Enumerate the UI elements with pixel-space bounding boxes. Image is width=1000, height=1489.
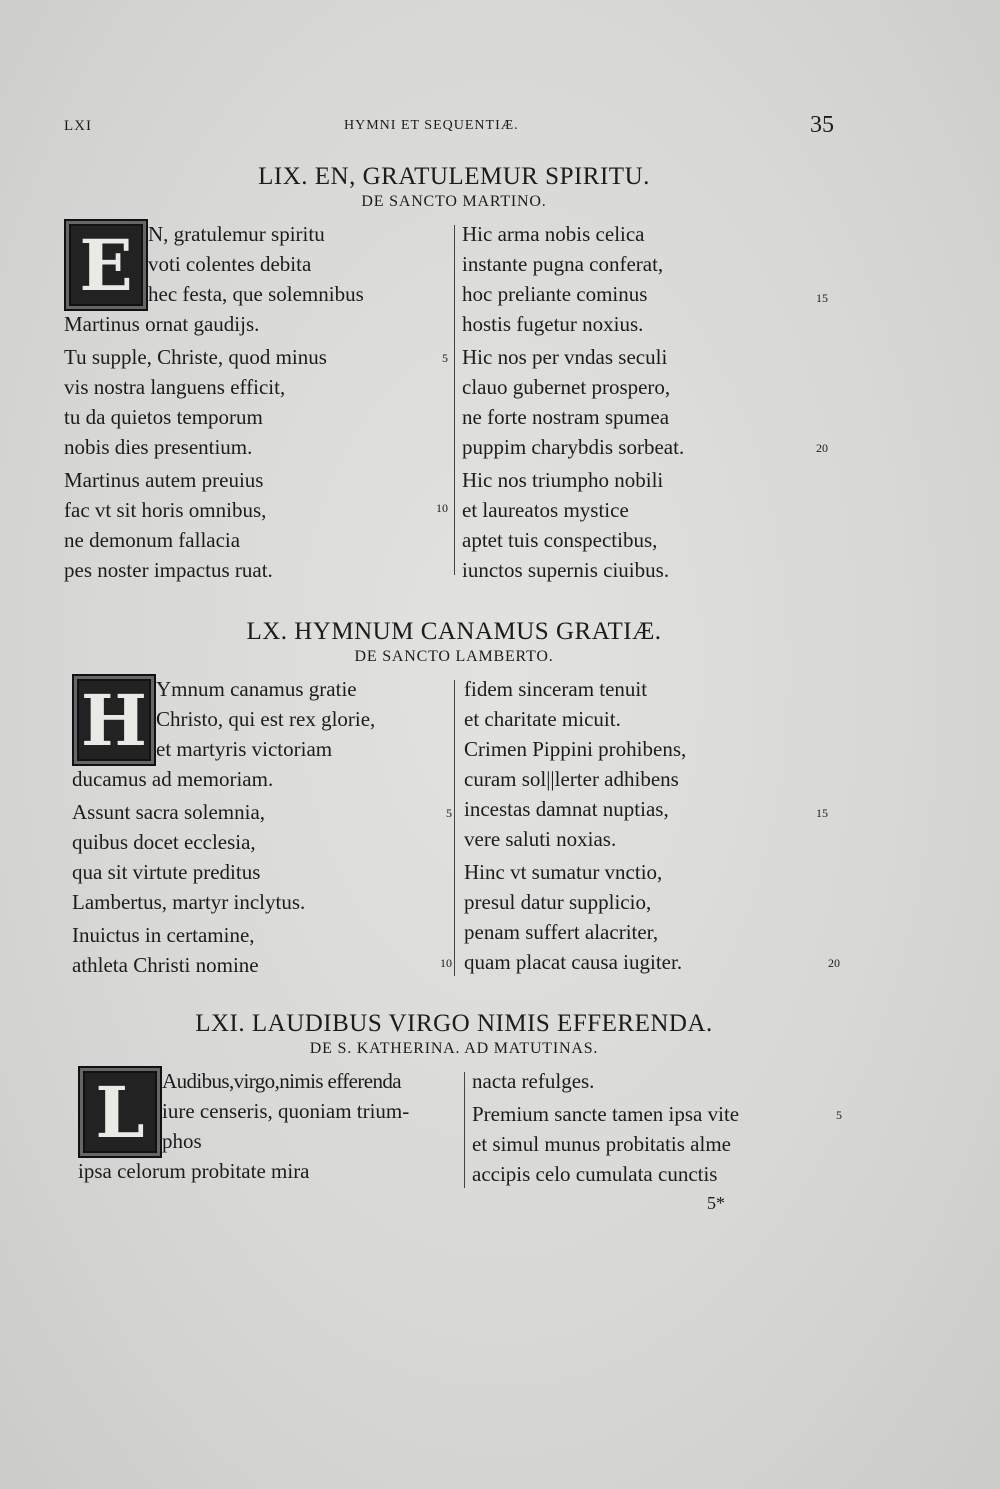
line-number: 15 [816, 291, 828, 305]
hymn-title: LXI. LAUDIBUS VIRGO NIMIS EFFERENDA. [195, 1010, 713, 1037]
verse-line: et martyris victoriam [156, 737, 333, 761]
verse-line: ne forte nostram spumea [462, 405, 670, 429]
hymn-lxi [64, 1010, 844, 1186]
verse-line: accipis celo cumulata cunctis [472, 1162, 718, 1186]
right-column [472, 1066, 812, 1189]
verse-line: Martinus autem preuius [64, 468, 264, 492]
verse-line: et simul munus probitatis alme [472, 1132, 731, 1156]
verse-line: iunctos supernis ciuibus. [462, 558, 670, 582]
running-head-left: LXI [64, 118, 92, 134]
verse-line: Martinus ornat gaudijs. [64, 312, 260, 336]
verse-line: nobis dies presentium. [64, 435, 253, 459]
line-number: 20 [828, 956, 840, 970]
verse-line: Audibus,virgo,nimis efferenda [162, 1069, 402, 1093]
running-head-title: HYMNI ET SEQUENTIÆ. [344, 118, 519, 133]
hymn-lix [64, 163, 844, 582]
verse-line: vere saluti noxias. [464, 827, 617, 851]
verse-line: hec festa, que solemnibus [148, 282, 364, 306]
column-divider [454, 225, 455, 575]
hymn-lx [64, 618, 844, 977]
verse-line: Premium sancte tamen ipsa vite [472, 1102, 740, 1126]
left-column [72, 674, 450, 980]
column-divider [454, 680, 455, 976]
signature-mark: 5* [707, 1193, 725, 1213]
verse-line: phos [162, 1129, 202, 1153]
verse-line: ipsa celorum probitate mira [78, 1159, 310, 1183]
verse-line: ne demonum fallacia [64, 528, 241, 552]
verse-line: clauo gubernet prospero, [462, 375, 671, 399]
line-number: 5 [442, 351, 448, 365]
verse-line: Hic arma nobis celica [462, 222, 645, 246]
drop-cap-initial: E [64, 219, 148, 311]
verse-line: presul datur supplicio, [464, 890, 652, 914]
hymn-subtitle: DE S. KATHERINA. AD MATUTINAS. [309, 1040, 599, 1057]
verse-line: et laureatos mystice [462, 498, 629, 522]
verse-line: vis nostra languens efficit, [64, 375, 286, 399]
verse-line: Crimen Pippini prohibens, [464, 737, 687, 761]
verse-line: Lambertus, martyr inclytus. [72, 890, 306, 914]
verse-line: Ymnum canamus gratie [156, 677, 357, 701]
verse-line: Inuictus in certamine, [72, 923, 255, 947]
verse-line: Tu supple, Christe, quod minus [64, 345, 327, 369]
line-number: 5 [446, 806, 452, 820]
verse-line: ducamus ad memoriam. [72, 767, 274, 791]
page-number: 35 [810, 112, 834, 138]
verse-line: Christo, qui est rex glorie, [156, 707, 376, 731]
verse-line: incestas damnat nuptias, [464, 797, 669, 821]
verse-line: athleta Christi nomine [72, 953, 259, 977]
verse-line: Assunt sacra solemnia, [72, 800, 266, 824]
running-head [64, 112, 834, 142]
verse-line: fac vt sit horis omnibus, [64, 498, 267, 522]
hymn-subtitle: DE SANCTO MARTINO. [361, 193, 547, 210]
verse-line: fidem sinceram tenuit [464, 677, 648, 701]
drop-cap-initial: L [78, 1066, 162, 1158]
verse-line: tu da quietos temporum [64, 405, 263, 429]
verse-line: hoc preliante cominus [462, 282, 648, 306]
line-number: 5 [836, 1108, 842, 1122]
verse-line: Hic nos triumpho nobili [462, 468, 664, 492]
verse-line: Hic nos per vndas seculi [462, 345, 668, 369]
verse-line: instante pugna conferat, [462, 252, 664, 276]
verse-line: aptet tuis conspectibus, [462, 528, 658, 552]
verse-line: N, gratulemur spiritu [148, 222, 325, 246]
line-number: 15 [816, 806, 828, 820]
verse-line: hostis fugetur noxius. [462, 312, 644, 336]
verse-line: curam sol||lerter adhibens [464, 767, 679, 791]
line-number: 10 [436, 501, 448, 515]
line-number: 20 [816, 441, 828, 455]
verse-line: quibus docet ecclesia, [72, 830, 256, 854]
right-column [462, 219, 782, 585]
verse-line: iure censeris, quoniam trium- [162, 1099, 410, 1123]
left-column [64, 219, 442, 585]
verse-line: quam placat causa iugiter. [464, 950, 683, 974]
drop-cap-initial: H [72, 674, 156, 766]
left-column [78, 1066, 458, 1186]
verse-line: puppim charybdis sorbeat. [462, 435, 685, 459]
verse-line: penam suffert alacriter, [464, 920, 659, 944]
hymn-title: LX. HYMNUM CANAMUS GRATIÆ. [246, 618, 662, 645]
verse-line: voti colentes debita [148, 252, 312, 276]
verse-line: qua sit virtute preditus [72, 860, 261, 884]
verse-line: et charitate micuit. [464, 707, 621, 731]
verse-line: Hinc vt sumatur vnctio, [464, 860, 663, 884]
right-column [464, 674, 784, 977]
hymn-title: LIX. EN, GRATULEMUR SPIRITU. [258, 163, 650, 190]
verse-line: nacta refulges. [472, 1069, 595, 1093]
hymn-subtitle: DE SANCTO LAMBERTO. [354, 648, 554, 665]
line-number: 10 [440, 956, 452, 970]
verse-line: pes noster impactus ruat. [64, 558, 273, 582]
column-divider [464, 1072, 465, 1188]
